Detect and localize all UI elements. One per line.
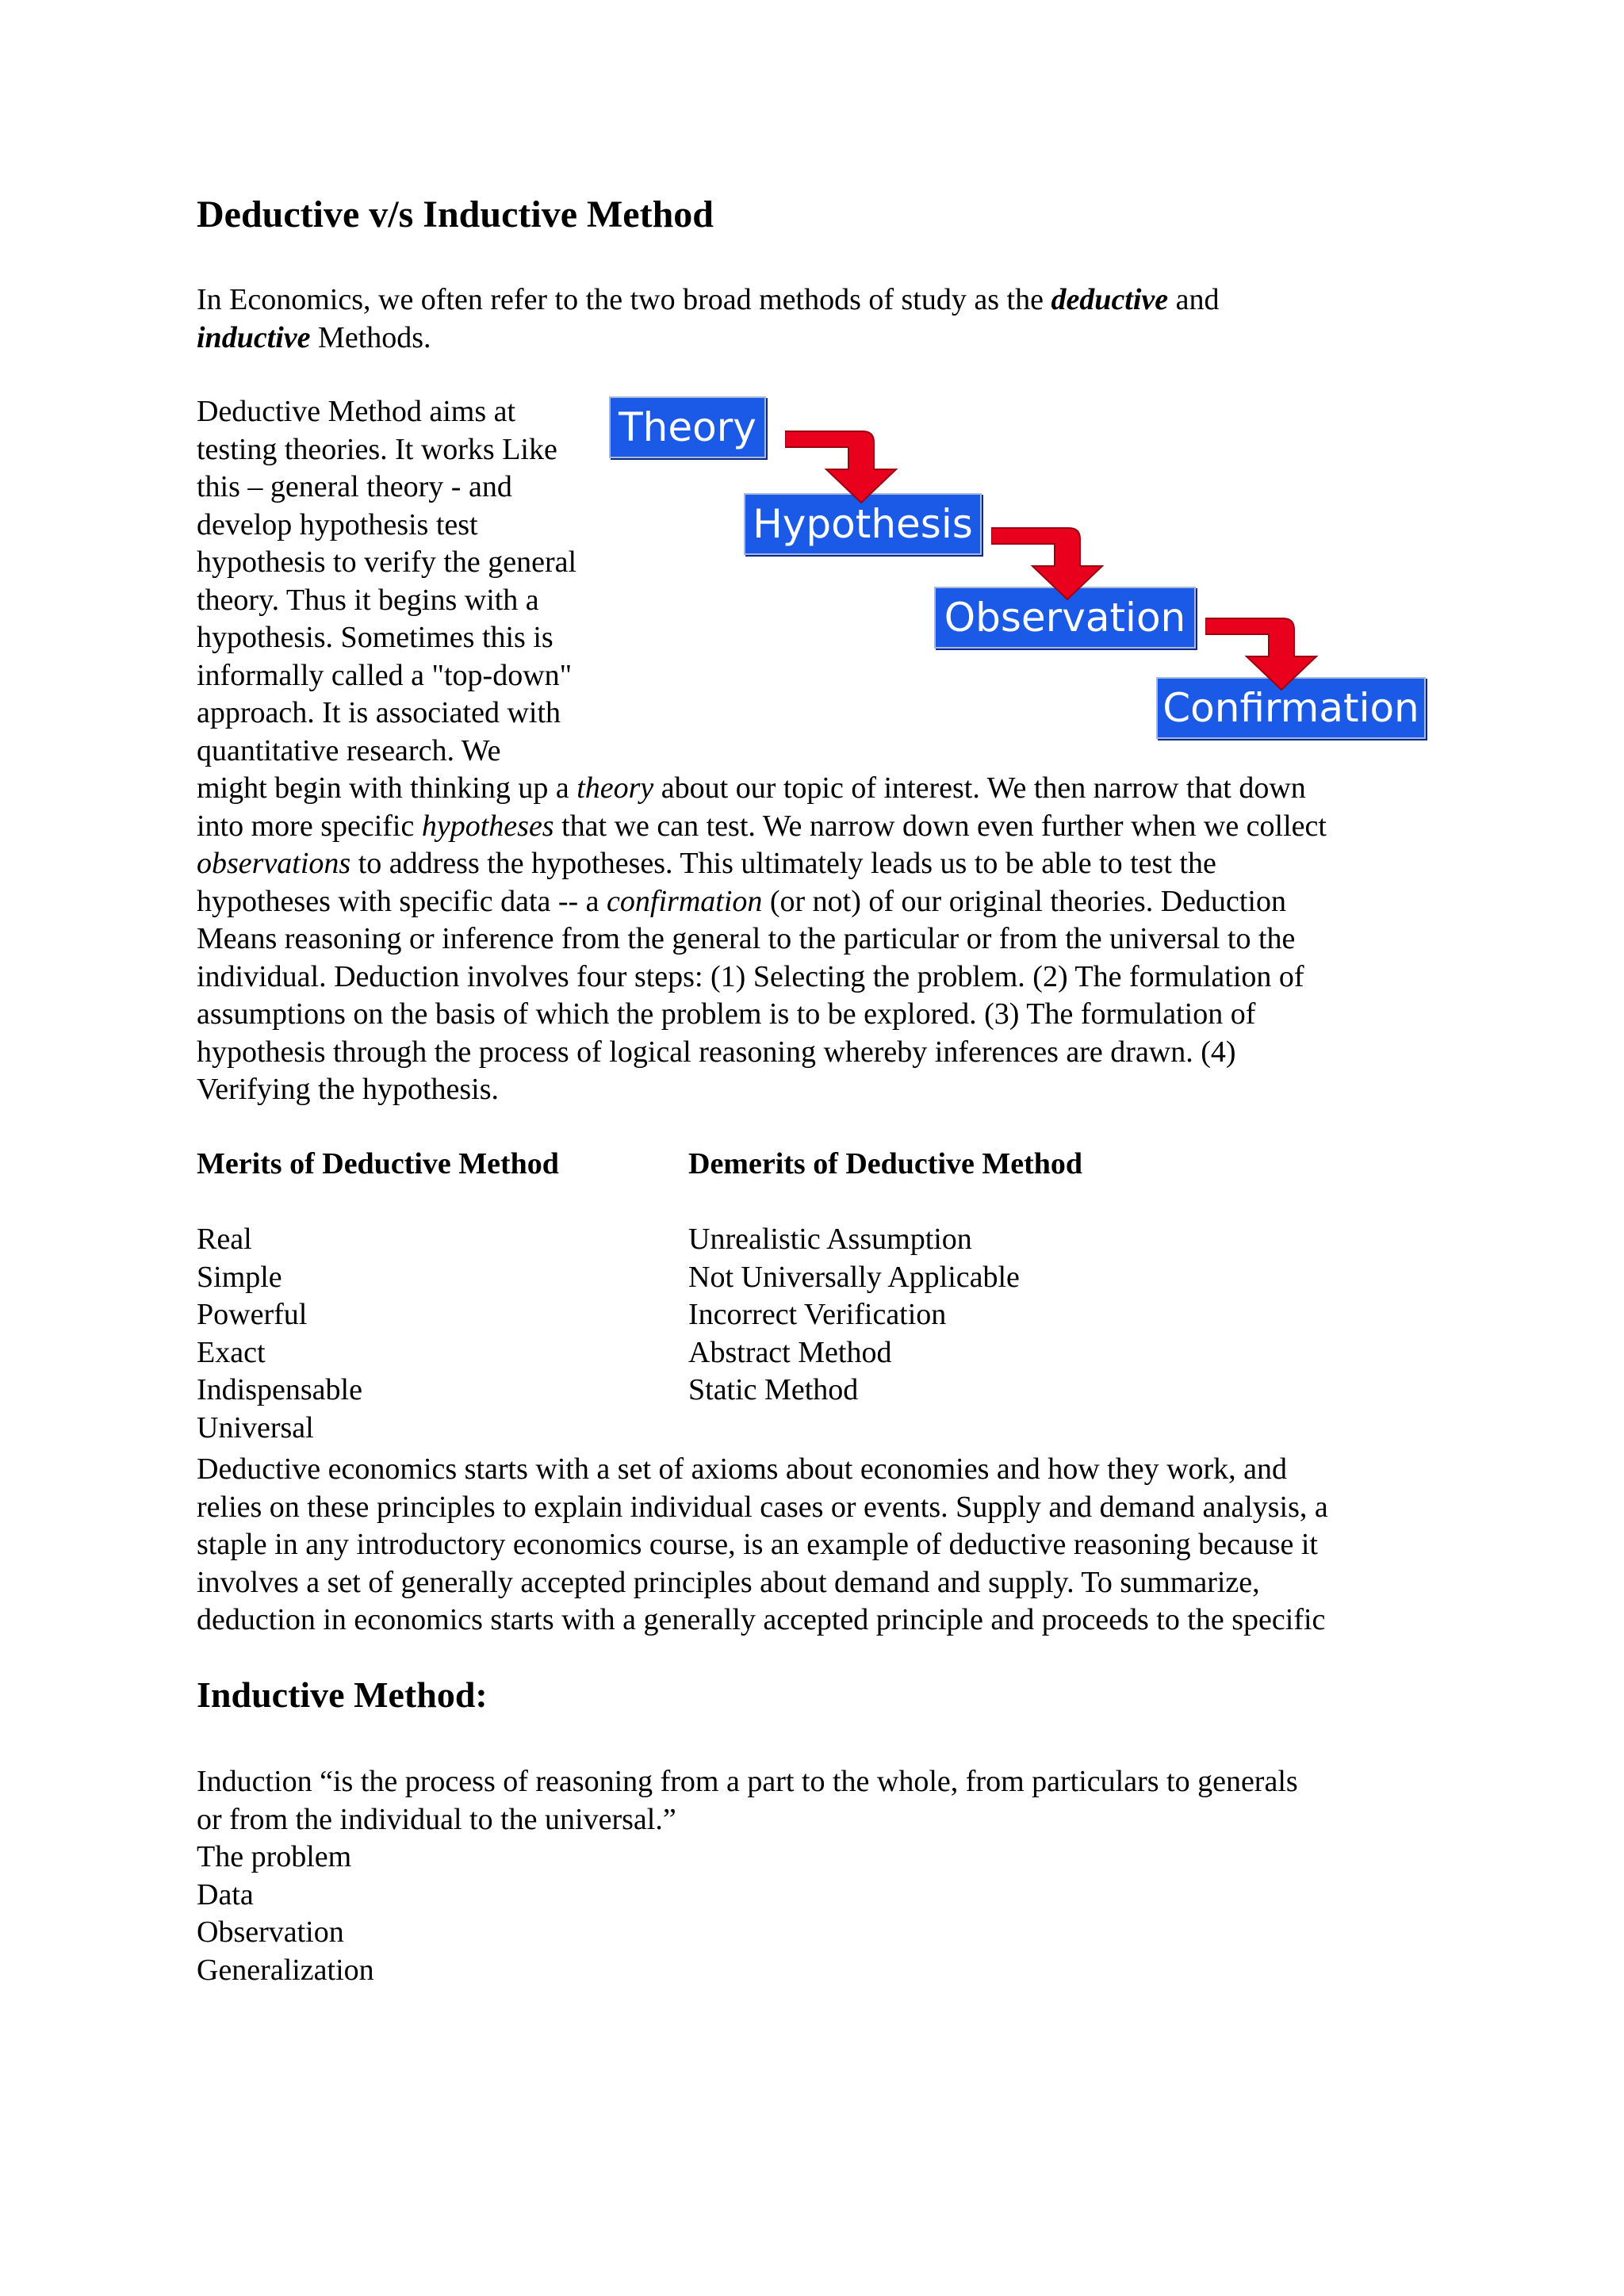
merit-item: Exact xyxy=(197,1335,266,1369)
arrow-icon xyxy=(785,420,912,507)
para-line xyxy=(197,808,1327,846)
inductive-paragraph xyxy=(197,1763,1298,1989)
para-line: Induction “is the process of reasoning from a part to the whole, from particulars to generals xyxy=(197,1765,1298,1798)
para-text: that we can test. We narrow down even further when we collect xyxy=(553,809,1327,843)
demerit-item: Abstract Method xyxy=(688,1335,892,1369)
para-text: (or not) of our original theories. Deduction xyxy=(762,884,1286,918)
para-line: deduction in economics starts with a generally accepted principle and proceeds to the specific xyxy=(197,1603,1326,1636)
term-confirmation: confirmation xyxy=(607,884,763,918)
page-title: Deductive v/s Inductive Method xyxy=(197,193,714,235)
intro-line-2 xyxy=(197,320,1220,358)
intro-text: In Economics, we often refer to the two broad methods of study as the xyxy=(197,283,1051,316)
arrow-icon xyxy=(991,517,1118,604)
intro-text: and xyxy=(1168,283,1220,316)
term-deductive: deductive xyxy=(1051,283,1169,316)
term-theory: theory xyxy=(576,771,654,805)
term-hypotheses: hypotheses xyxy=(421,809,554,843)
summary-paragraph xyxy=(197,1451,1328,1640)
arrow-icon xyxy=(1205,607,1332,695)
para-line xyxy=(197,883,1327,921)
para-line: theory. Thus it begins with a xyxy=(197,583,539,617)
demerit-item: Incorrect Verification xyxy=(688,1298,947,1331)
merit-item: Universal xyxy=(197,1410,314,1445)
merits-list xyxy=(197,1146,559,1447)
intro-text: Methods. xyxy=(310,320,431,354)
deductive-paragraph-narrow xyxy=(197,393,576,770)
para-line xyxy=(197,845,1327,883)
diagram-box-theory: Theory xyxy=(609,396,766,458)
para-line: staple in any introductory economics course, is an example of deductive reasoning because it xyxy=(197,1528,1318,1561)
merit-item: Indispensable xyxy=(197,1373,362,1406)
merits-heading: Merits of Deductive Method xyxy=(197,1147,559,1181)
para-text: into more specific xyxy=(197,809,422,843)
para-line: hypothesis. Sometimes this is xyxy=(197,621,553,654)
inductive-heading: Inductive Method: xyxy=(197,1674,488,1715)
inductive-step: Observation xyxy=(197,1915,344,1949)
para-line: approach. It is associated with xyxy=(197,696,561,729)
inductive-step: Data xyxy=(197,1877,254,1911)
merit-item: Simple xyxy=(197,1260,282,1294)
intro-paragraph xyxy=(197,281,1220,357)
intro-line-1 xyxy=(197,281,1220,320)
inductive-step: Generalization xyxy=(197,1953,374,1987)
para-line: hypothesis to verify the general xyxy=(197,545,577,579)
term-inductive: inductive xyxy=(197,320,311,354)
para-line: Verifying the hypothesis. xyxy=(197,1073,500,1106)
para-line: or from the individual to the universal.” xyxy=(197,1802,676,1836)
demerit-item: Static Method xyxy=(688,1373,859,1406)
para-line: quantitative research. We xyxy=(197,733,501,767)
term-observations: observations xyxy=(197,847,351,880)
para-line xyxy=(197,770,1327,808)
para-line: Deductive Method aims at xyxy=(197,395,516,428)
para-line: informally called a "top-down" xyxy=(197,658,573,692)
diagram-box-hypothesis: Hypothesis xyxy=(744,493,982,555)
para-line: Means reasoning or inference from the general to the particular or from the universal to the xyxy=(197,922,1296,955)
para-line: relies on these principles to explain individual cases or events. Supply and demand analysis, a xyxy=(197,1490,1328,1524)
para-line: Deductive economics starts with a set of axioms about economies and how they work, and xyxy=(197,1452,1288,1486)
para-line: involves a set of generally accepted principles about demand and supply. To summarize, xyxy=(197,1565,1260,1599)
para-text: to address the hypotheses. This ultimately leads us to be able to test the xyxy=(350,847,1216,880)
diagram-box-confirmation: Confirmation xyxy=(1156,677,1426,739)
para-text: might begin with thinking up a xyxy=(197,771,577,805)
para-line: individual. Deduction involves four steps: (1) Selecting the problem. (2) The formulation of xyxy=(197,959,1304,993)
deductive-paragraph-wide xyxy=(197,770,1327,1109)
demerit-item: Unrealistic Assumption xyxy=(688,1223,972,1256)
para-text: about our topic of interest. We then narrow that down xyxy=(653,771,1306,805)
para-line: testing theories. It works Like xyxy=(197,432,557,466)
para-text: hypotheses with specific data -- a xyxy=(197,884,607,918)
para-line: this – general theory - and xyxy=(197,470,512,503)
merit-item: Powerful xyxy=(197,1298,308,1331)
demerits-list xyxy=(688,1146,1082,1410)
merit-item: Real xyxy=(197,1223,252,1256)
inductive-step: The problem xyxy=(197,1840,352,1873)
para-line: develop hypothesis test xyxy=(197,507,478,541)
deduction-flow-diagram xyxy=(603,388,1435,749)
demerit-item: Not Universally Applicable xyxy=(688,1260,1020,1294)
diagram-box-observation: Observation xyxy=(934,587,1196,649)
para-line: assumptions on the basis of which the problem is to be explored. (3) The formulation of xyxy=(197,997,1256,1031)
demerits-heading: Demerits of Deductive Method xyxy=(688,1147,1083,1181)
para-line: hypothesis through the process of logical reasoning whereby inferences are drawn. (4) xyxy=(197,1035,1236,1069)
